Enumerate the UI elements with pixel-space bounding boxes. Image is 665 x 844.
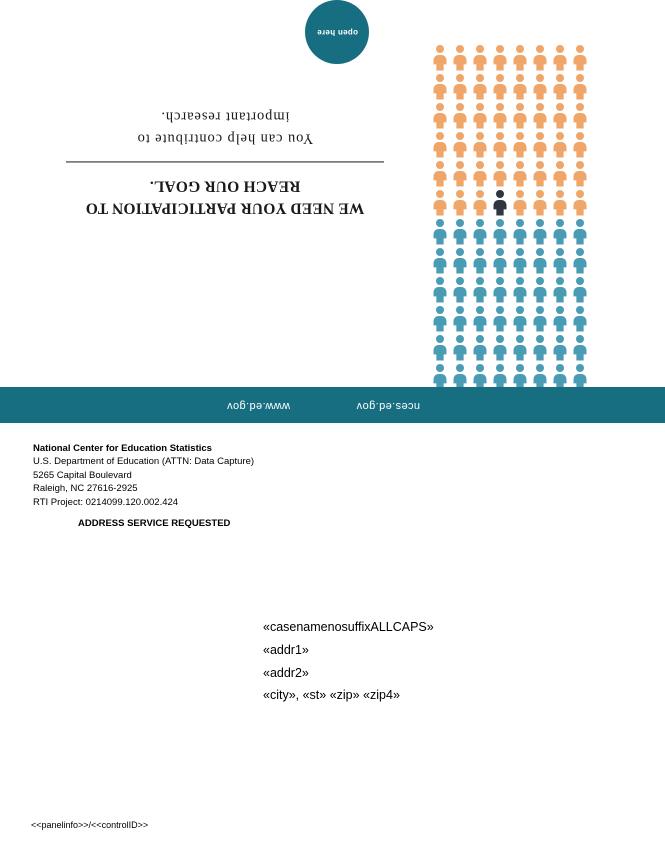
person-head (516, 277, 524, 285)
headline-divider (66, 162, 384, 163)
person-body (554, 287, 567, 303)
person-icon-orange (453, 103, 467, 129)
person-head (436, 306, 444, 314)
recipient-addr2: «addr2» (263, 665, 309, 680)
person-body (554, 84, 567, 100)
person-body (474, 287, 487, 303)
person-head (556, 161, 564, 169)
person-body (454, 171, 467, 187)
person-head (476, 132, 484, 140)
person-icon-teal (553, 277, 567, 303)
person-icon-teal (533, 306, 547, 332)
person-head (516, 132, 524, 140)
person-head (456, 219, 464, 227)
person-head (476, 161, 484, 169)
person-icon-teal (433, 248, 447, 274)
person-icon-orange (453, 161, 467, 187)
person-icon-highlighted (493, 190, 507, 216)
person-head (496, 277, 504, 285)
person-icon-orange (533, 132, 547, 158)
person-body (514, 171, 527, 187)
person-icon-teal (433, 277, 447, 303)
person-body (494, 113, 507, 129)
person-icon-teal (533, 219, 547, 245)
person-body (474, 113, 487, 129)
person-body (494, 55, 507, 71)
open-here-label: open here (316, 27, 358, 37)
person-body (514, 345, 527, 361)
person-body (574, 258, 587, 274)
person-head (456, 161, 464, 169)
person-body (554, 345, 567, 361)
person-head (556, 190, 564, 198)
person-head (576, 161, 584, 169)
person-head (476, 248, 484, 256)
person-body (494, 345, 507, 361)
person-icon-orange (433, 161, 447, 187)
person-icon-teal (453, 219, 467, 245)
person-body (454, 287, 467, 303)
person-head (556, 103, 564, 111)
person-head (556, 364, 564, 372)
person-body (454, 345, 467, 361)
person-body (434, 258, 447, 274)
person-icon-teal (453, 306, 467, 332)
person-body (574, 171, 587, 187)
person-body (434, 287, 447, 303)
person-icon-orange (433, 103, 447, 129)
person-head (456, 248, 464, 256)
person-icon-orange (513, 161, 527, 187)
person-head (496, 45, 504, 53)
person-body (474, 258, 487, 274)
person-head (496, 132, 504, 140)
person-body (554, 258, 567, 274)
person-icon-orange (513, 132, 527, 158)
person-icon-teal (553, 306, 567, 332)
person-head (456, 132, 464, 140)
person-head (516, 306, 524, 314)
person-body (494, 316, 507, 332)
person-body (474, 142, 487, 158)
person-head (576, 74, 584, 82)
url-ed[interactable]: www.ed.gov (226, 400, 290, 412)
recipient-city-state-zip: «city», «st» «zip» «zip4» (263, 688, 400, 703)
person-body (494, 229, 507, 245)
person-body (434, 113, 447, 129)
person-body (574, 229, 587, 245)
person-head (556, 306, 564, 314)
person-body (514, 200, 527, 216)
person-icon-orange (433, 45, 447, 71)
person-head (576, 103, 584, 111)
person-head (476, 74, 484, 82)
person-body (454, 84, 467, 100)
person-head (456, 74, 464, 82)
person-body (534, 345, 547, 361)
person-head (476, 335, 484, 343)
headline-main-line-1: WE NEED YOUR PARTICIPATION TO (85, 199, 365, 217)
person-icon-teal (493, 219, 507, 245)
person-icon-orange (473, 132, 487, 158)
person-body (514, 258, 527, 274)
person-head (536, 335, 544, 343)
person-icon-orange (533, 161, 547, 187)
person-body (454, 258, 467, 274)
person-body (494, 84, 507, 100)
person-head (536, 190, 544, 198)
person-icon-teal (433, 306, 447, 332)
open-here-badge (305, 0, 369, 64)
person-head (436, 248, 444, 256)
return-address-line-3: 5265 Capital Boulevard (33, 469, 132, 481)
person-head (496, 219, 504, 227)
person-icon-orange (573, 190, 587, 216)
person-icon-teal (473, 219, 487, 245)
person-head (576, 45, 584, 53)
person-body (554, 316, 567, 332)
person-body (514, 55, 527, 71)
person-icon-orange (553, 103, 567, 129)
person-icon-teal (573, 306, 587, 332)
person-icon-teal (533, 248, 547, 274)
person-head (576, 364, 584, 372)
person-body (434, 171, 447, 187)
person-icon-teal (573, 277, 587, 303)
person-head (496, 190, 504, 198)
people-infographic (430, 45, 590, 393)
person-body (554, 113, 567, 129)
person-head (476, 103, 484, 111)
person-head (576, 248, 584, 256)
person-head (476, 277, 484, 285)
person-icon-teal (493, 248, 507, 274)
person-body (574, 287, 587, 303)
person-icon-teal (513, 277, 527, 303)
person-icon-orange (533, 45, 547, 71)
person-icon-orange (553, 45, 567, 71)
person-icon-orange (453, 45, 467, 71)
person-body (434, 142, 447, 158)
person-head (516, 364, 524, 372)
person-head (436, 132, 444, 140)
person-body (454, 113, 467, 129)
person-body (554, 229, 567, 245)
person-icon-teal (533, 277, 547, 303)
person-body (534, 55, 547, 71)
person-icon-orange (573, 103, 587, 129)
person-body (434, 84, 447, 100)
person-body (534, 200, 547, 216)
person-icon-orange (553, 74, 567, 100)
person-icon-orange (473, 161, 487, 187)
person-head (516, 190, 524, 198)
person-icon-teal (553, 219, 567, 245)
person-head (456, 277, 464, 285)
person-body (494, 287, 507, 303)
person-body (514, 142, 527, 158)
person-head (536, 161, 544, 169)
person-body (534, 142, 547, 158)
person-head (456, 335, 464, 343)
person-icon-teal (573, 248, 587, 274)
panel-info-code: <<panelinfo>>/<<controlID>> (31, 820, 149, 830)
person-body (494, 200, 507, 216)
person-icon-orange (513, 45, 527, 71)
person-body (574, 200, 587, 216)
person-icon-orange (493, 161, 507, 187)
person-icon-teal (433, 219, 447, 245)
person-head (436, 45, 444, 53)
person-body (474, 171, 487, 187)
return-address-line-5: RTI Project: 0214099.120.002.424 (33, 496, 179, 508)
person-body (534, 287, 547, 303)
address-service-requested: ADDRESS SERVICE REQUESTED (78, 518, 231, 529)
person-body (454, 229, 467, 245)
person-icon-orange (493, 103, 507, 129)
person-icon-teal (573, 219, 587, 245)
person-icon-orange (553, 161, 567, 187)
person-body (454, 316, 467, 332)
person-head (476, 190, 484, 198)
person-head (496, 335, 504, 343)
person-head (476, 219, 484, 227)
person-head (576, 132, 584, 140)
person-head (516, 161, 524, 169)
person-body (534, 84, 547, 100)
person-body (494, 142, 507, 158)
person-body (454, 142, 467, 158)
person-body (574, 316, 587, 332)
person-icon-orange (493, 74, 507, 100)
person-icon-teal (553, 248, 567, 274)
person-head (476, 364, 484, 372)
person-icon-orange (513, 103, 527, 129)
person-body (474, 316, 487, 332)
person-body (474, 55, 487, 71)
recipient-address-block (263, 616, 434, 707)
person-head (576, 219, 584, 227)
person-icon-teal (513, 306, 527, 332)
person-head (516, 219, 524, 227)
person-head (436, 190, 444, 198)
url-nces[interactable]: nces.ed.gov (356, 400, 420, 412)
person-icon-orange (553, 190, 567, 216)
person-head (436, 103, 444, 111)
person-head (436, 335, 444, 343)
person-head (556, 45, 564, 53)
person-icon-teal (513, 219, 527, 245)
person-body (574, 113, 587, 129)
person-icon-orange (453, 74, 467, 100)
person-icon-teal (453, 248, 467, 274)
person-head (436, 161, 444, 169)
person-head (576, 190, 584, 198)
person-head (456, 45, 464, 53)
person-body (574, 345, 587, 361)
person-icon-teal (493, 335, 507, 361)
person-body (534, 316, 547, 332)
person-icon-teal (473, 335, 487, 361)
person-icon-orange (473, 190, 487, 216)
person-head (536, 45, 544, 53)
person-body (474, 229, 487, 245)
person-icon-orange (453, 190, 467, 216)
person-body (514, 316, 527, 332)
person-body (514, 229, 527, 245)
person-icon-teal (533, 335, 547, 361)
person-icon-orange (573, 45, 587, 71)
person-body (434, 316, 447, 332)
url-band (0, 387, 665, 423)
person-body (534, 258, 547, 274)
person-head (556, 248, 564, 256)
person-head (536, 74, 544, 82)
person-head (536, 306, 544, 314)
person-icon-teal (473, 248, 487, 274)
person-icon-orange (473, 103, 487, 129)
person-head (496, 248, 504, 256)
person-head (496, 74, 504, 82)
person-icon-orange (553, 132, 567, 158)
person-body (454, 200, 467, 216)
person-head (516, 103, 524, 111)
person-head (536, 132, 544, 140)
person-body (434, 345, 447, 361)
person-icon-orange (573, 132, 587, 158)
person-icon-orange (493, 45, 507, 71)
person-head (576, 306, 584, 314)
person-icon-orange (473, 45, 487, 71)
person-icon-orange (433, 132, 447, 158)
person-head (496, 364, 504, 372)
person-icon-teal (473, 277, 487, 303)
person-icon-orange (533, 103, 547, 129)
person-body (554, 171, 567, 187)
person-head (496, 161, 504, 169)
person-icon-teal (513, 335, 527, 361)
person-icon-teal (473, 306, 487, 332)
person-body (554, 142, 567, 158)
person-icon-teal (513, 248, 527, 274)
person-body (454, 55, 467, 71)
person-body (434, 200, 447, 216)
person-icon-teal (453, 277, 467, 303)
person-body (514, 113, 527, 129)
person-head (516, 45, 524, 53)
return-address-line-1: National Center for Education Statistics (33, 443, 212, 454)
return-address-block (33, 442, 254, 509)
person-head (436, 74, 444, 82)
person-icon-orange (513, 74, 527, 100)
person-head (436, 219, 444, 227)
headline-main-line-2: REACH OUR GOAL. (149, 176, 301, 194)
person-body (474, 200, 487, 216)
return-address-line-4: Raleigh, NC 27616-2925 (33, 483, 138, 495)
recipient-name: «casenamenosuffixALLCAPS» (263, 620, 434, 634)
person-icon-orange (493, 132, 507, 158)
person-head (576, 335, 584, 343)
person-head (536, 248, 544, 256)
person-body (434, 55, 447, 71)
person-body (514, 84, 527, 100)
person-body (554, 55, 567, 71)
person-head (576, 277, 584, 285)
person-head (556, 132, 564, 140)
person-icon-teal (453, 335, 467, 361)
person-body (574, 84, 587, 100)
person-icon-orange (573, 161, 587, 187)
person-head (536, 277, 544, 285)
person-body (574, 55, 587, 71)
person-icon-orange (473, 74, 487, 100)
person-body (534, 229, 547, 245)
person-body (494, 258, 507, 274)
person-icon-orange (433, 190, 447, 216)
person-head (516, 74, 524, 82)
person-head (456, 103, 464, 111)
person-head (536, 219, 544, 227)
person-head (436, 364, 444, 372)
headline-sub-line-2: important research. (160, 108, 290, 125)
return-address-line-2: U.S. Department of Education (ATTN: Data Capture) (33, 456, 255, 468)
person-icon-teal (573, 335, 587, 361)
person-head (476, 306, 484, 314)
person-head (556, 74, 564, 82)
person-head (476, 45, 484, 53)
person-head (456, 190, 464, 198)
person-icon-orange (513, 190, 527, 216)
person-head (536, 364, 544, 372)
person-head (496, 306, 504, 314)
person-icon-teal (493, 277, 507, 303)
person-icon-teal (493, 306, 507, 332)
person-head (556, 335, 564, 343)
person-head (556, 219, 564, 227)
person-head (496, 103, 504, 111)
person-body (574, 142, 587, 158)
person-body (534, 113, 547, 129)
person-icon-orange (453, 132, 467, 158)
headline-block (60, 105, 390, 218)
person-head (456, 364, 464, 372)
person-icon-orange (573, 74, 587, 100)
person-icon-orange (533, 190, 547, 216)
recipient-addr1: «addr1» (263, 642, 309, 657)
person-head (536, 103, 544, 111)
person-head (516, 248, 524, 256)
person-head (556, 277, 564, 285)
person-body (434, 229, 447, 245)
person-body (554, 200, 567, 216)
person-body (494, 171, 507, 187)
person-icon-teal (433, 335, 447, 361)
person-body (474, 345, 487, 361)
headline-sub-line-1: You can help contribute to (136, 130, 314, 147)
person-head (516, 335, 524, 343)
person-body (514, 287, 527, 303)
person-body (474, 84, 487, 100)
person-icon-orange (533, 74, 547, 100)
person-body (534, 171, 547, 187)
person-head (436, 277, 444, 285)
person-icon-teal (553, 335, 567, 361)
person-icon-orange (433, 74, 447, 100)
person-head (456, 306, 464, 314)
